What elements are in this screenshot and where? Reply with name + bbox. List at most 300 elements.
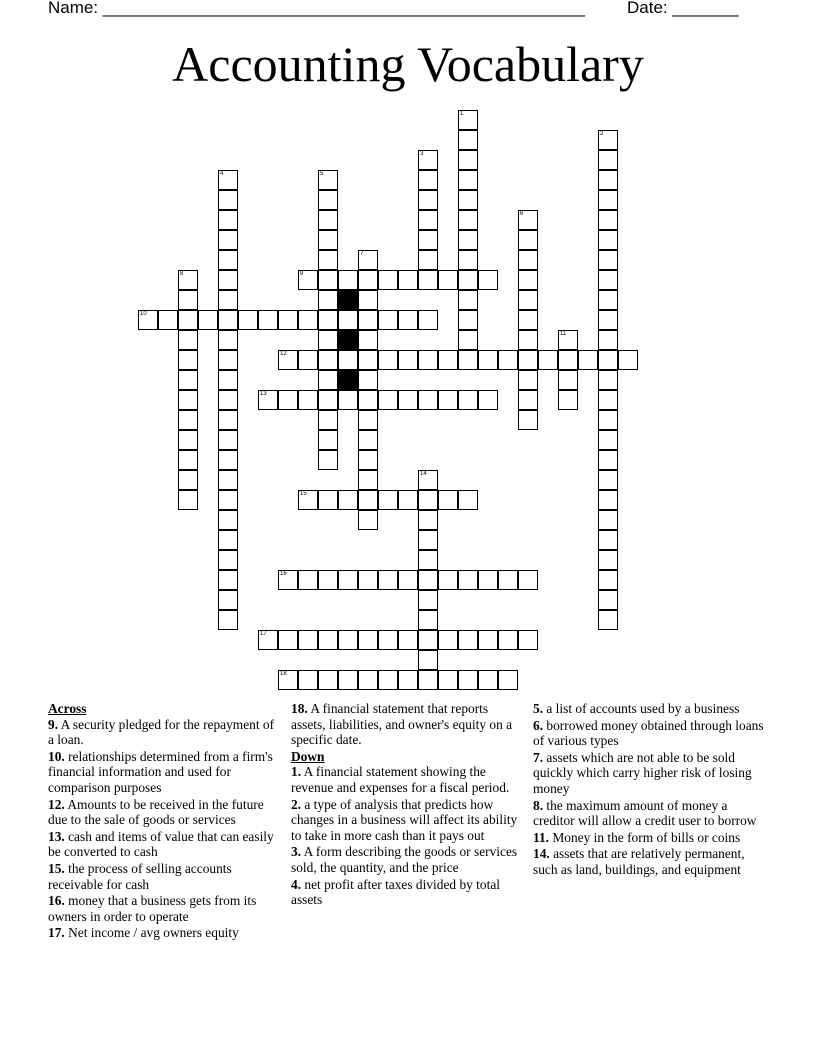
clue-number-label: 1. — [291, 764, 302, 780]
clue-text: Net income / avg owners equity — [64, 925, 239, 941]
clues-column-3 — [533, 701, 765, 879]
grid-cell[interactable] — [338, 270, 358, 290]
grid-cell[interactable] — [418, 550, 438, 570]
grid-cell[interactable] — [338, 350, 358, 370]
clue-item — [48, 861, 280, 892]
grid-cell[interactable] — [598, 210, 618, 230]
grid-cell[interactable] — [598, 150, 618, 170]
grid-cell[interactable] — [598, 590, 618, 610]
clues-column-2 — [291, 701, 523, 909]
grid-cell[interactable] — [458, 210, 478, 230]
clue-number-label: 11. — [533, 829, 549, 845]
grid-cell[interactable] — [418, 590, 438, 610]
grid-cell[interactable] — [358, 490, 378, 510]
grid-cell[interactable] — [218, 310, 238, 330]
grid-cell[interactable] — [298, 350, 318, 370]
grid-cell[interactable] — [318, 570, 338, 590]
grid-cell[interactable] — [178, 450, 198, 470]
grid-cell[interactable] — [458, 630, 478, 650]
grid-cell[interactable] — [278, 570, 298, 590]
grid-cell[interactable] — [358, 630, 378, 650]
grid-cell[interactable] — [358, 510, 378, 530]
clue-number: 2 — [600, 131, 604, 137]
grid-cell[interactable] — [458, 570, 478, 590]
clue-number-label: 5. — [533, 701, 544, 716]
grid-cell[interactable] — [418, 270, 438, 290]
grid-cell[interactable] — [318, 370, 338, 390]
grid-cell[interactable] — [298, 670, 318, 690]
clue-number: 3 — [420, 151, 424, 157]
clue-item — [48, 717, 280, 748]
clue-number-label: 7. — [533, 749, 544, 765]
grid-cell[interactable] — [598, 370, 618, 390]
grid-cell[interactable] — [178, 430, 198, 450]
grid-cell[interactable] — [418, 310, 438, 330]
clue-number-label: 13. — [48, 828, 65, 844]
page-title: Accounting Vocabulary — [172, 36, 644, 92]
across-clue-list — [48, 717, 280, 941]
grid-cell[interactable] — [498, 630, 518, 650]
grid-cell[interactable] — [338, 390, 358, 410]
grid-cell[interactable] — [598, 550, 618, 570]
grid-cell[interactable] — [218, 490, 238, 510]
grid-cell[interactable] — [358, 390, 378, 410]
grid-cell[interactable] — [258, 310, 278, 330]
grid-cell[interactable] — [418, 650, 438, 670]
grid-cell[interactable] — [598, 270, 618, 290]
grid-cell[interactable] — [398, 390, 418, 410]
grid-cell[interactable] — [318, 170, 338, 190]
grid-cell[interactable] — [318, 210, 338, 230]
grid-cell[interactable] — [598, 410, 618, 430]
grid-cell[interactable] — [418, 170, 438, 190]
grid-cell[interactable] — [318, 390, 338, 410]
grid-cell[interactable] — [458, 350, 478, 370]
grid-cell[interactable] — [438, 570, 458, 590]
grid-cell[interactable] — [558, 390, 578, 410]
grid-cell[interactable] — [558, 370, 578, 390]
grid-cell[interactable] — [598, 290, 618, 310]
grid-cell[interactable] — [358, 470, 378, 490]
grid-cell[interactable] — [478, 670, 498, 690]
grid-cell[interactable] — [418, 610, 438, 630]
grid-cell[interactable] — [178, 370, 198, 390]
clue-number: 8 — [180, 271, 184, 277]
grid-cell[interactable] — [318, 630, 338, 650]
clue-number-label: 17. — [48, 925, 65, 941]
grid-cell[interactable] — [318, 250, 338, 270]
clue-item — [291, 797, 523, 844]
grid-cell[interactable] — [518, 330, 538, 350]
grid-cell[interactable] — [518, 370, 538, 390]
grid-cell[interactable] — [358, 670, 378, 690]
grid-cell[interactable] — [458, 290, 478, 310]
grid-cell[interactable] — [218, 270, 238, 290]
grid-cell[interactable] — [218, 450, 238, 470]
grid-cell[interactable] — [318, 670, 338, 690]
clue-text: the maximum amount of money a creditor will allow a credit user to borrow — [533, 797, 757, 829]
grid-cell[interactable] — [318, 450, 338, 470]
grid-cell[interactable] — [458, 170, 478, 190]
clue-item — [48, 925, 280, 941]
grid-cell[interactable] — [178, 350, 198, 370]
grid-cell[interactable] — [218, 530, 238, 550]
grid-cell[interactable] — [358, 350, 378, 370]
clue-number-label: 9. — [48, 716, 59, 732]
grid-cell[interactable] — [318, 190, 338, 210]
grid-cell[interactable] — [458, 150, 478, 170]
grid-cell[interactable] — [598, 330, 618, 350]
clue-number: 1 — [460, 111, 464, 117]
clue-text: relationships determined from a firm's financial information and used for comparison purposes — [48, 748, 273, 795]
clue-number: 16 — [280, 571, 287, 577]
grid-cell[interactable] — [398, 670, 418, 690]
grid-cell[interactable] — [418, 390, 438, 410]
grid-cell[interactable] — [598, 430, 618, 450]
grid-cell[interactable] — [378, 570, 398, 590]
grid-cell[interactable] — [378, 350, 398, 370]
grid-cell[interactable] — [398, 270, 418, 290]
grid-cell[interactable] — [478, 350, 498, 370]
grid-cell[interactable] — [518, 350, 538, 370]
grid-cell[interactable] — [418, 670, 438, 690]
grid-cell[interactable] — [298, 570, 318, 590]
grid-cell[interactable] — [138, 310, 158, 330]
clue-number: 6 — [520, 211, 524, 217]
grid-cell[interactable] — [298, 270, 318, 290]
grid-cell[interactable] — [218, 610, 238, 630]
grid-cell[interactable] — [598, 450, 618, 470]
grid-cell[interactable] — [418, 230, 438, 250]
grid-cell[interactable] — [458, 490, 478, 510]
black-square — [338, 290, 358, 310]
grid-cell[interactable] — [438, 390, 458, 410]
grid-cell[interactable] — [218, 470, 238, 490]
clue-number: 7 — [360, 251, 364, 257]
grid-cell[interactable] — [338, 630, 358, 650]
clue-number: 18 — [280, 671, 287, 677]
clue-number: 15 — [300, 491, 307, 497]
grid-cell[interactable] — [378, 670, 398, 690]
grid-cell[interactable] — [318, 270, 338, 290]
grid-cell[interactable] — [438, 490, 458, 510]
down-clue-list — [291, 764, 523, 907]
grid-cell[interactable] — [378, 490, 398, 510]
grid-cell[interactable] — [278, 670, 298, 690]
grid-cell[interactable] — [358, 250, 378, 270]
grid-cell[interactable] — [278, 350, 298, 370]
grid-cell[interactable] — [358, 430, 378, 450]
clue-text: A form describing the goods or services sold, the quantity, and the price — [291, 844, 518, 875]
across-heading: Across — [48, 701, 87, 716]
grid-cell[interactable] — [218, 430, 238, 450]
grid-cell[interactable] — [458, 230, 478, 250]
clue-item — [533, 798, 765, 829]
grid-cell[interactable] — [358, 410, 378, 430]
grid-cell[interactable] — [378, 310, 398, 330]
clue-number-label: 18. — [291, 701, 308, 716]
grid-cell[interactable] — [338, 670, 358, 690]
grid-cell[interactable] — [458, 130, 478, 150]
grid-cell[interactable] — [578, 350, 598, 370]
clue-item — [48, 797, 280, 828]
grid-cell[interactable] — [398, 310, 418, 330]
clue-number-label: 2. — [291, 796, 302, 812]
grid-cell[interactable] — [438, 670, 458, 690]
grid-cell[interactable] — [518, 630, 538, 650]
grid-cell[interactable] — [258, 630, 278, 650]
grid-cell[interactable] — [318, 350, 338, 370]
grid-cell[interactable] — [238, 310, 258, 330]
clue-text: money that a business gets from its owners in order to operate — [48, 893, 257, 924]
grid-cell[interactable] — [318, 410, 338, 430]
grid-cell[interactable] — [218, 390, 238, 410]
clue-item — [291, 844, 523, 875]
clue-number: 11 — [560, 331, 567, 337]
grid-cell[interactable] — [178, 270, 198, 290]
grid-cell[interactable] — [418, 190, 438, 210]
grid-cell[interactable] — [558, 330, 578, 350]
grid-cell[interactable] — [358, 370, 378, 390]
clue-number: 13 — [260, 391, 267, 397]
grid-cell[interactable] — [458, 310, 478, 330]
clue-item — [48, 893, 280, 924]
date-field-label: Date: _______ — [627, 0, 739, 17]
clue-text: borrowed money obtained through loans of various types — [533, 717, 764, 749]
grid-cell[interactable] — [458, 110, 478, 130]
grid-cell[interactable] — [178, 390, 198, 410]
grid-cell[interactable] — [218, 590, 238, 610]
clue-number-label: 12. — [48, 796, 65, 812]
grid-cell[interactable] — [398, 630, 418, 650]
grid-cell[interactable] — [318, 230, 338, 250]
grid-cell[interactable] — [418, 250, 438, 270]
grid-cell[interactable] — [418, 210, 438, 230]
grid-cell[interactable] — [358, 450, 378, 470]
clue-text: Money in the form of bills or coins — [549, 829, 741, 845]
grid-cell[interactable] — [518, 310, 538, 330]
grid-cell[interactable] — [458, 270, 478, 290]
black-square — [338, 370, 358, 390]
grid-cell[interactable] — [398, 490, 418, 510]
clue-number-label: 4. — [291, 876, 302, 892]
grid-cell[interactable] — [318, 330, 338, 350]
grid-cell[interactable] — [178, 490, 198, 510]
clue-item — [533, 701, 765, 717]
grid-cell[interactable] — [518, 210, 538, 230]
grid-cell[interactable] — [498, 570, 518, 590]
grid-cell[interactable] — [418, 490, 438, 510]
clue-item — [533, 750, 765, 797]
grid-cell[interactable] — [358, 330, 378, 350]
grid-cell[interactable] — [418, 570, 438, 590]
grid-cell[interactable] — [218, 570, 238, 590]
grid-cell[interactable] — [218, 510, 238, 530]
grid-cell[interactable] — [258, 390, 278, 410]
clue-text: A security pledged for the repayment of a loan. — [48, 716, 275, 748]
grid-cell[interactable] — [558, 350, 578, 370]
grid-cell[interactable] — [358, 290, 378, 310]
grid-cell[interactable] — [438, 350, 458, 370]
clue-number: 12 — [280, 351, 287, 357]
grid-cell[interactable] — [178, 310, 198, 330]
grid-cell[interactable] — [318, 490, 338, 510]
grid-cell[interactable] — [418, 350, 438, 370]
grid-cell[interactable] — [518, 290, 538, 310]
grid-cell[interactable] — [298, 490, 318, 510]
grid-cell[interactable] — [518, 410, 538, 430]
grid-cell[interactable] — [178, 330, 198, 350]
grid-cell[interactable] — [438, 270, 458, 290]
clue-number-label: 10. — [48, 748, 65, 764]
clue-text: net profit after taxes divided by total assets — [291, 876, 500, 908]
grid-cell[interactable] — [318, 290, 338, 310]
clue-text: cash and items of value that can easily be converted to cash — [48, 828, 274, 860]
grid-cell[interactable] — [338, 570, 358, 590]
clue-item — [291, 701, 523, 748]
grid-cell[interactable] — [378, 630, 398, 650]
grid-cell[interactable] — [278, 630, 298, 650]
grid-cell[interactable] — [598, 310, 618, 330]
grid-cell[interactable] — [338, 310, 358, 330]
grid-cell[interactable] — [598, 190, 618, 210]
clue-number-label: 3. — [291, 844, 302, 860]
clue-number: 5 — [320, 171, 324, 177]
grid-cell[interactable] — [478, 570, 498, 590]
grid-cell[interactable] — [218, 550, 238, 570]
grid-cell[interactable] — [538, 350, 558, 370]
grid-cell[interactable] — [598, 250, 618, 270]
grid-cell[interactable] — [598, 510, 618, 530]
grid-cell[interactable] — [338, 490, 358, 510]
clue-text: A financial statement showing the revenue and expenses for a fiscal period. — [291, 764, 510, 795]
clue-text: A financial statement that reports assets, liabilities, and owner's equity on a specific date. — [291, 701, 513, 748]
grid-cell[interactable] — [298, 390, 318, 410]
grid-cell[interactable] — [298, 630, 318, 650]
grid-cell[interactable] — [358, 570, 378, 590]
grid-cell[interactable] — [218, 410, 238, 430]
clue-number: 10 — [140, 311, 147, 317]
grid-cell[interactable] — [218, 230, 238, 250]
grid-cell[interactable] — [458, 390, 478, 410]
name-field-label: Name: ___________________________________________________ — [48, 0, 585, 17]
across-clue-list-continued — [291, 701, 523, 748]
clue-number-label: 16. — [48, 893, 65, 909]
grid-cell[interactable] — [218, 350, 238, 370]
clue-number: 14 — [420, 471, 427, 477]
grid-cell[interactable] — [378, 270, 398, 290]
grid-cell[interactable] — [198, 310, 218, 330]
grid-cell[interactable] — [478, 630, 498, 650]
grid-cell[interactable] — [298, 310, 318, 330]
clue-number: 9 — [300, 271, 304, 277]
grid-cell[interactable] — [598, 530, 618, 550]
grid-cell[interactable] — [498, 670, 518, 690]
grid-cell[interactable] — [518, 230, 538, 250]
grid-cell[interactable] — [358, 270, 378, 290]
clue-number-label: 8. — [533, 797, 544, 813]
grid-cell[interactable] — [378, 390, 398, 410]
grid-cell[interactable] — [598, 130, 618, 150]
grid-cell[interactable] — [418, 530, 438, 550]
clue-item — [291, 877, 523, 908]
grid-cell[interactable] — [218, 250, 238, 270]
grid-cell[interactable] — [358, 310, 378, 330]
grid-cell[interactable] — [518, 570, 538, 590]
grid-cell[interactable] — [218, 210, 238, 230]
grid-cell[interactable] — [598, 350, 618, 370]
grid-cell[interactable] — [398, 350, 418, 370]
clue-number-label: 15. — [48, 860, 65, 876]
clue-item — [533, 830, 765, 846]
clue-number-label: 6. — [533, 717, 544, 733]
grid-cell[interactable] — [178, 470, 198, 490]
clue-number-label: 14. — [533, 846, 550, 862]
clues-column-1 — [48, 701, 280, 942]
grid-cell[interactable] — [598, 490, 618, 510]
grid-cell[interactable] — [278, 390, 298, 410]
grid-cell[interactable] — [598, 470, 618, 490]
clue-item — [291, 764, 523, 795]
grid-cell[interactable] — [318, 310, 338, 330]
clue-item — [48, 829, 280, 860]
grid-cell[interactable] — [218, 170, 238, 190]
clue-text: a type of analysis that predicts how changes in a business will affect its ability to take in more cash than it pays out — [291, 796, 518, 843]
grid-cell[interactable] — [218, 330, 238, 350]
clue-text: Amounts to be received in the future due to the sale of goods or services — [48, 796, 264, 828]
grid-cell[interactable] — [598, 230, 618, 250]
clue-item — [533, 846, 765, 877]
clue-text: assets that are relatively permanent, such as land, buildings, and equipment — [533, 846, 745, 877]
grid-cell[interactable] — [498, 350, 518, 370]
grid-cell[interactable] — [598, 610, 618, 630]
grid-cell[interactable] — [458, 670, 478, 690]
clue-text: assets which are not able to be sold quickly which carry higher risk of losing money — [533, 749, 752, 796]
grid-cell[interactable] — [178, 410, 198, 430]
grid-cell[interactable] — [418, 510, 438, 530]
grid-cell[interactable] — [218, 190, 238, 210]
grid-cell[interactable] — [438, 630, 458, 650]
grid-cell[interactable] — [218, 370, 238, 390]
grid-cell[interactable] — [418, 630, 438, 650]
grid-cell[interactable] — [278, 310, 298, 330]
grid-cell[interactable] — [458, 250, 478, 270]
grid-cell[interactable] — [398, 570, 418, 590]
grid-cell[interactable] — [158, 310, 178, 330]
grid-cell[interactable] — [598, 170, 618, 190]
clue-item — [48, 749, 280, 796]
clue-number: 4 — [220, 171, 224, 177]
black-square — [338, 330, 358, 350]
grid-cell[interactable] — [518, 250, 538, 270]
down-heading: Down — [291, 748, 325, 764]
grid-cell[interactable] — [218, 290, 238, 310]
grid-cell[interactable] — [318, 430, 338, 450]
grid-cell[interactable] — [458, 330, 478, 350]
grid-cell[interactable] — [618, 350, 638, 370]
grid-cell[interactable] — [458, 190, 478, 210]
grid-cell[interactable] — [178, 290, 198, 310]
grid-cell[interactable] — [518, 270, 538, 290]
grid-cell[interactable] — [478, 390, 498, 410]
clue-text: a list of accounts used by a business — [543, 701, 740, 716]
grid-cell[interactable] — [418, 150, 438, 170]
grid-cell[interactable] — [478, 270, 498, 290]
grid-cell[interactable] — [418, 470, 438, 490]
grid-cell[interactable] — [598, 570, 618, 590]
grid-cell[interactable] — [518, 390, 538, 410]
grid-cell[interactable] — [598, 390, 618, 410]
